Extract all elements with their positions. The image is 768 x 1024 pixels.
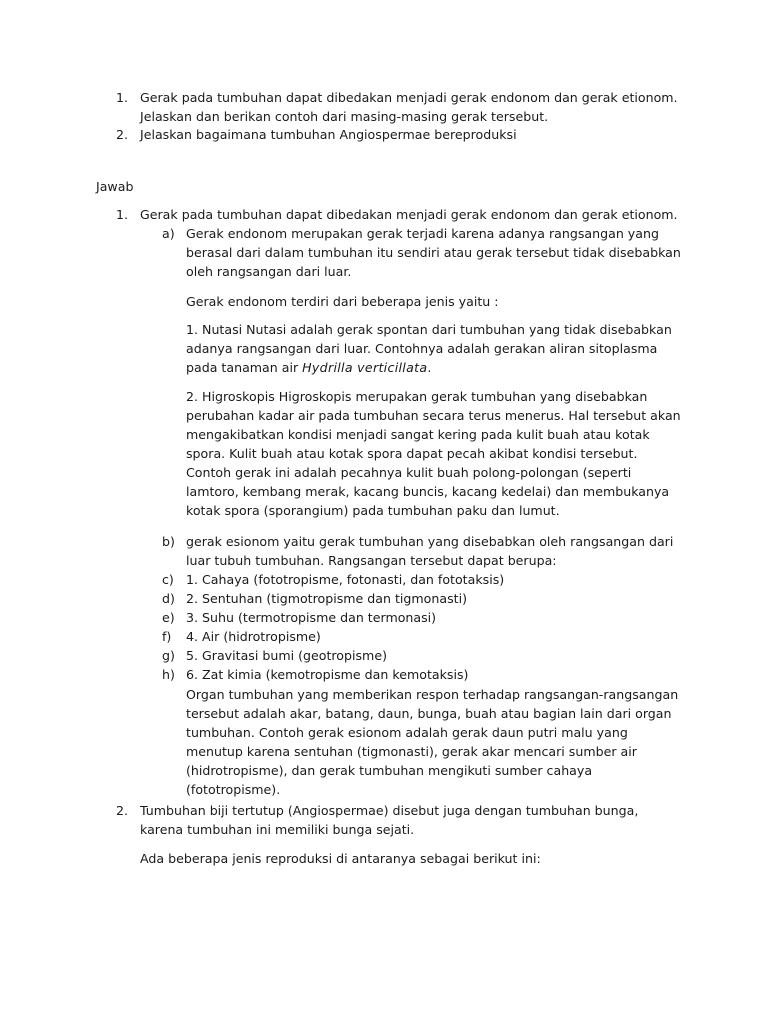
angiospermae-paragraph (140, 801, 638, 839)
stimulus-label: h) (162, 667, 175, 682)
esionom-line: gerak esionom yaitu gerak tumbuhan yang disebabkan oleh rangsangan dari (186, 534, 674, 549)
question-1-text (140, 88, 678, 126)
endonom-line: oleh rangsangan dari luar. (186, 264, 352, 279)
organ-line: (fototropisme). (186, 782, 281, 797)
nutasi-line: adanya rangsangan dari luar. Contohnya adalah gerakan aliran sitoplasma (186, 341, 658, 356)
endonom-types-intro: Gerak endonom terdiri dari beberapa jenis yaitu : (186, 294, 499, 309)
stimulus-item: 6. Zat kimia (kemotropisme dan kemotaksis) (186, 667, 469, 682)
higroskopis-paragraph (186, 387, 681, 520)
nutasi-line-prefix: pada tanaman air (186, 360, 303, 375)
species-name: Hydrilla verticillata (302, 360, 428, 375)
stimulus-label: c) (162, 572, 174, 587)
higroskopis-line: kotak spora (sporangium) pada tumbuhan paku dan lumut. (186, 503, 560, 518)
higroskopis-line: perubahan kadar air pada tumbuhan secara terus menerus. Hal tersebut akan (186, 408, 681, 423)
higroskopis-line: Contoh gerak ini adalah pecahnya kulit buah polong-polongan (seperti (186, 465, 632, 480)
endonom-line: berasal dari dalam tumbuhan itu sendiri atau gerak tersebut tidak disebabkan (186, 245, 681, 260)
endonom-line: Gerak endonom merupakan gerak terjadi karena adanya rangsangan yang (186, 226, 659, 241)
stimulus-item: 1. Cahaya (fototropisme, fotonasti, dan fototaksis) (186, 572, 505, 587)
answer-heading: Jawab (96, 179, 134, 194)
organ-line: (hidrotropisme), dan gerak tumbuhan mengikuti sumber cahaya (186, 763, 593, 778)
higroskopis-line: lamtoro, kembang merak, kacang buncis, kacang kedelai) dan membukanya (186, 484, 670, 499)
higroskopis-line: 2. Higroskopis Higroskopis merupakan gerak tumbuhan yang disebabkan (186, 389, 648, 404)
esionom-line: luar tubuh tumbuhan. Rangsangan tersebut dapat berupa: (186, 553, 557, 568)
question-2-text (140, 125, 517, 144)
nutasi-line-suffix: . (427, 360, 432, 375)
question-1-line: Gerak pada tumbuhan dapat dibedakan menjadi gerak endonom dan gerak etionom. (140, 90, 678, 105)
nutasi-line: 1. Nutasi Nutasi adalah gerak spontan dari tumbuhan yang tidak disebabkan (186, 322, 672, 337)
question-1-line: Jelaskan dan berikan contoh dari masing-masing gerak tersebut. (140, 109, 549, 124)
organ-line: tersebut adalah akar, batang, daun, bunga, buah atau bagian lain dari organ (186, 706, 672, 721)
question-1-number: 1. (116, 90, 129, 105)
answer-1-title: Gerak pada tumbuhan dapat dibedakan menjadi gerak endonom dan gerak etionom. (140, 207, 678, 222)
stimulus-item: 4. Air (hidrotropisme) (186, 629, 321, 644)
reproduction-intro: Ada beberapa jenis reproduksi di antaranya sebagai berikut ini: (140, 851, 541, 866)
endonom-definition (186, 224, 681, 281)
stimulus-label: f) (162, 629, 172, 644)
organ-line: Organ tumbuhan yang memberikan respon terhadap rangsangan-rangsangan (186, 687, 679, 702)
item-a-label: a) (162, 226, 175, 241)
answer-1-number: 1. (116, 207, 129, 222)
question-2-number: 2. (116, 127, 129, 142)
higroskopis-line: spora. Kulit buah atau kotak spora dapat pecah akibat kondisi tersebut. (186, 446, 638, 461)
item-b-label: b) (162, 534, 175, 549)
answer-2-number: 2. (116, 803, 129, 818)
stimulus-item: 3. Suhu (termotropisme dan termonasi) (186, 610, 437, 625)
esionom-definition (186, 532, 673, 570)
question-2-line: Jelaskan bagaimana tumbuhan Angiospermae bereproduksi (140, 127, 517, 142)
stimulus-item: 2. Sentuhan (tigmotropisme dan tigmonasti) (186, 591, 467, 606)
stimulus-item: 5. Gravitasi bumi (geotropisme) (186, 648, 387, 663)
higroskopis-line: mengakibatkan kondisi menjadi sangat kering pada kulit buah atau kotak (186, 427, 650, 442)
nutasi-paragraph (186, 320, 672, 377)
stimulus-label: g) (162, 648, 175, 663)
organ-line: menutup karena sentuhan (tigmonasti), gerak akar mencari sumber air (186, 744, 637, 759)
organ-response-paragraph (186, 685, 678, 799)
stimulus-label: d) (162, 591, 175, 606)
angiospermae-line: Tumbuhan biji tertutup (Angiospermae) disebut juga dengan tumbuhan bunga, (140, 803, 639, 818)
angiospermae-line: karena tumbuhan ini memiliki bunga sejati. (140, 822, 415, 837)
stimulus-label: e) (162, 610, 175, 625)
nutasi-line (186, 358, 672, 377)
organ-line: tumbuhan. Contoh gerak esionom adalah gerak daun putri malu yang (186, 725, 628, 740)
